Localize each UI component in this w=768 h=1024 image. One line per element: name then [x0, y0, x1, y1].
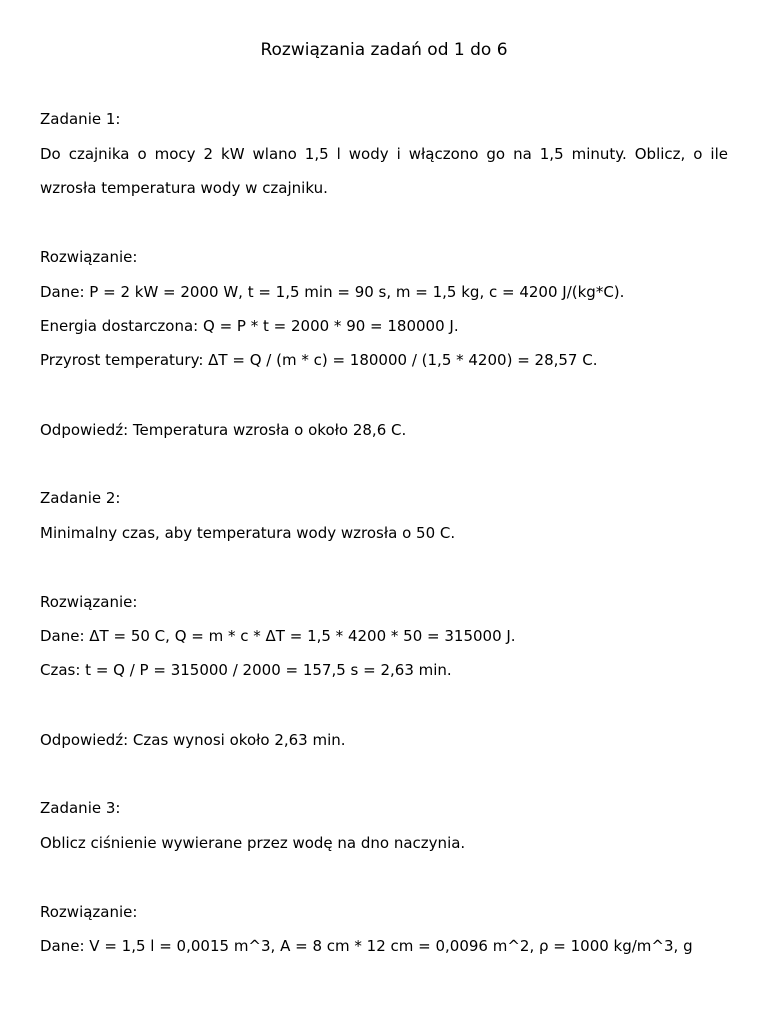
page-title: Rozwiązania zadań od 1 do 6 — [260, 40, 508, 60]
task-1-answer: Odpowiedź: Temperatura wzrosła o około 28,6 C. — [40, 421, 407, 439]
task-3-solution-heading: Rozwiązanie: — [40, 903, 138, 921]
task-2-answer: Odpowiedź: Czas wynosi około 2,63 min. — [40, 731, 346, 749]
task-2-heading: Zadanie 2: — [40, 489, 121, 507]
task-1-text-line-1: Do czajnika o mocy 2 kW wlano 1,5 l wody i włączono go na 1,5 minuty. Oblicz, o ile — [40, 145, 728, 163]
task-2-time: Czas: t = Q / P = 315000 / 2000 = 157,5 s = 2,63 min. — [40, 661, 452, 679]
task-1-heading: Zadanie 1: — [40, 110, 121, 128]
task-2-text: Minimalny czas, aby temperatura wody wzrosła o 50 C. — [40, 524, 456, 542]
task-3-text: Oblicz ciśnienie wywierane przez wodę na dno naczynia. — [40, 834, 466, 852]
task-1-solution-heading: Rozwiązanie: — [40, 248, 138, 266]
task-3-heading: Zadanie 3: — [40, 799, 121, 817]
task-1-temperature-rise: Przyrost temperatury: ΔT = Q / (m * c) = 180000 / (1,5 * 4200) = 28,57 C. — [40, 351, 598, 369]
task-1-given: Dane: P = 2 kW = 2000 W, t = 1,5 min = 90 s, m = 1,5 kg, c = 4200 J/(kg*C). — [40, 283, 625, 301]
task-3-given: Dane: V = 1,5 l = 0,0015 m^3, A = 8 cm * 12 cm = 0,0096 m^2, ρ = 1000 kg/m^3, g — [40, 937, 693, 955]
task-1-text-line-2: wzrosła temperatura wody w czajniku. — [40, 179, 328, 197]
task-1-energy: Energia dostarczona: Q = P * t = 2000 * 90 = 180000 J. — [40, 317, 459, 335]
task-2-solution-heading: Rozwiązanie: — [40, 593, 138, 611]
task-2-given: Dane: ΔT = 50 C, Q = m * c * ΔT = 1,5 * 4200 * 50 = 315000 J. — [40, 627, 516, 645]
